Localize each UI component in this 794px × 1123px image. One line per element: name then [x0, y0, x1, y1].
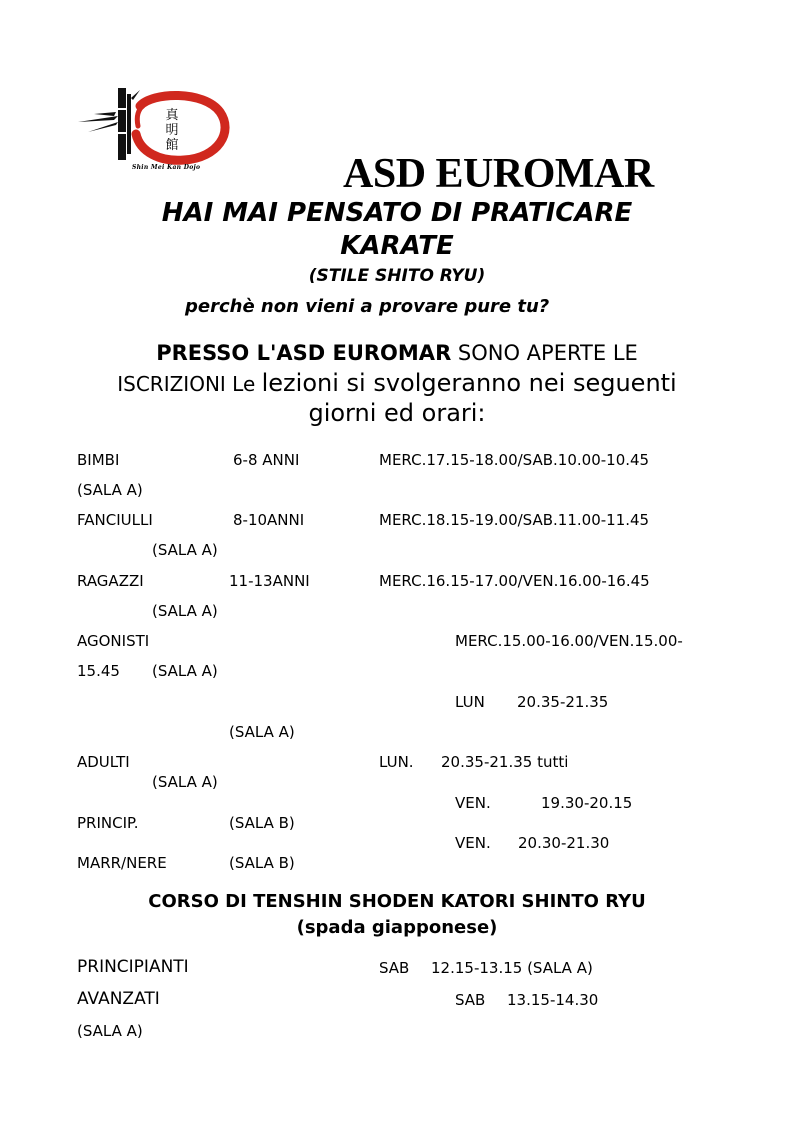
logo-kanji: 真 明 館	[165, 108, 179, 153]
principianti-name: PRINCIPIANTI	[77, 957, 189, 977]
bimbi-name: BIMBI	[77, 451, 120, 469]
marr-name: MARR/NERE	[77, 854, 167, 872]
intro-line-1	[0, 341, 794, 365]
ven2-time: 20.30-21.30	[518, 834, 610, 852]
question-line: perchè non vieni a provare pure tu?	[185, 296, 550, 317]
princip-room: (SALA B)	[229, 814, 295, 832]
agonisti-lun-room: (SALA A)	[229, 723, 295, 741]
adulti-day: LUN.	[379, 753, 414, 771]
principianti-time: 12.15-13.15 (SALA A)	[431, 959, 593, 977]
enso-bamboo-icon	[74, 86, 234, 174]
avanzati-room: (SALA A)	[77, 1022, 143, 1040]
fanciulli-name: FANCIULLI	[77, 511, 153, 529]
fanciulli-age: 8-10ANNI	[233, 511, 305, 529]
agonisti-time-b: 15.45	[77, 662, 120, 680]
intro-iscrizioni: ISCRIZIONI Le	[117, 372, 262, 396]
dojo-logo	[74, 86, 234, 174]
agonisti-time-a: MERC.15.00-16.00/VEN.15.00-	[455, 632, 683, 650]
avanzati-time: 13.15-14.30	[507, 991, 599, 1009]
ragazzi-room: (SALA A)	[152, 602, 218, 620]
headline-line-1: HAI MAI PENSATO DI PRATICARE	[161, 198, 633, 228]
page-title: ASD EUROMAR	[343, 151, 654, 197]
intro-line-2	[0, 369, 794, 397]
ragazzi-age: 11-13ANNI	[229, 572, 310, 590]
intro-rest: SONO APERTE LE	[451, 341, 638, 365]
ven1-day: VEN.	[455, 794, 491, 812]
avanzati-day: SAB	[455, 991, 486, 1009]
logo-caption: Shin Mei Kan Dojo	[132, 164, 201, 171]
style-subtitle: (STILE SHITO RYU)	[308, 266, 486, 286]
agonisti-name: AGONISTI	[77, 632, 150, 650]
avanzati-name: AVANZATI	[77, 989, 160, 1009]
principianti-day: SAB	[379, 959, 410, 977]
bimbi-age: 6-8 ANNI	[233, 451, 300, 469]
agonisti-lun-time: 20.35-21.35	[517, 693, 609, 711]
fanciulli-room: (SALA A)	[152, 541, 218, 559]
bimbi-room: (SALA A)	[77, 481, 143, 499]
katori-subtitle: (spada giapponese)	[296, 917, 498, 938]
katori-title: CORSO DI TENSHIN SHODEN KATORI SHINTO RYU	[148, 891, 646, 912]
adulti-room: (SALA A)	[152, 773, 218, 791]
ragazzi-name: RAGAZZI	[77, 572, 144, 590]
bimbi-time: MERC.17.15-18.00/SAB.10.00-10.45	[379, 451, 650, 469]
headline-line-2: KARATE	[340, 231, 454, 261]
intro-lezioni: lezioni si svolgeranno nei seguenti	[261, 369, 677, 397]
agonisti-room: (SALA A)	[152, 662, 218, 680]
adulti-name: ADULTI	[77, 753, 130, 771]
fanciulli-time: MERC.18.15-19.00/SAB.11.00-11.45	[379, 511, 650, 529]
princip-name: PRINCIP.	[77, 814, 139, 832]
adulti-time: 20.35-21.35 tutti	[441, 753, 569, 771]
agonisti-lun-day: LUN	[455, 693, 485, 711]
marr-room: (SALA B)	[229, 854, 295, 872]
ven1-time: 19.30-20.15	[541, 794, 633, 812]
ragazzi-time: MERC.16.15-17.00/VEN.16.00-16.45	[379, 572, 650, 590]
ven2-day: VEN.	[455, 834, 491, 852]
intro-bold: PRESSO L'ASD EUROMAR	[156, 341, 452, 365]
intro-line-3: giorni ed orari:	[308, 399, 486, 427]
